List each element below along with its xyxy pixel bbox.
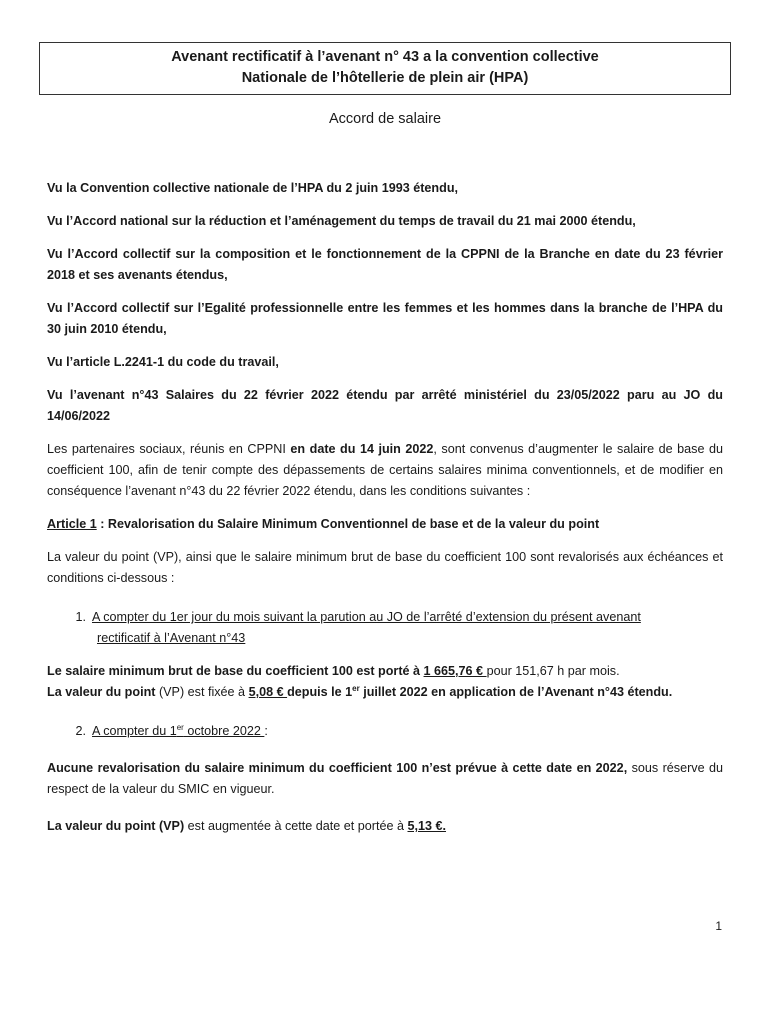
salary-rest: pour 151,67 h par mois. [486,664,620,678]
point-rest-2: est augmentée à cette date et portée à [184,819,408,833]
point-amount-2: 5,13 €. [407,819,447,833]
list-item-1 [47,607,723,649]
point-sup-1: er [352,683,360,693]
title-line-2: Nationale de l’hôtellerie de plein air (HPA) [241,70,529,86]
list-text-2-colon: : [264,724,268,738]
list-text-1-line1: A compter du 1er jour du mois suivant la parution au JO de l’arrêté d’extension du présent avenant [92,610,641,624]
list-text-1 [92,607,723,649]
list-item-2 [47,721,723,742]
point-rest-1: juillet 2022 en application de l’Avenant n°43 étendu. [359,685,673,699]
list-text-2-part1: A compter du 1 [92,724,177,738]
point-date-1: depuis le 1 [287,685,353,699]
article-1-intro: La valeur du point (VP), ainsi que le salaire minimum brut de base du coefficient 100 sont revalorisés aux échéances et conditions ci-dessous : [47,550,723,585]
subtitle: Accord de salaire [328,111,442,127]
point-vp-1: (VP) est fixée à [155,685,249,699]
intro-text-2: , sont convenus d’augmenter le salaire de base du coefficient 100, afin de tenir compte des dépassements de certains salaires minima conventionnels, et de modifier en conséquence l’avenant n°43 du 22 février 2022 étendu, dans les conditions suivantes : [47,442,723,498]
preamble-6: Vu l’avenant n°43 Salaires du 22 février 2022 étendu par arrêté ministériel du 23/05/2022 paru au JO du 14/06/2022 [47,388,723,423]
point-label-1: La valeur du point [47,685,156,699]
list-text-1-line2: rectificatif à l’Avenant n°43 [97,631,246,645]
point-amount-1: 5,08 € [248,685,288,699]
list-text-2-sup: er [176,722,184,732]
intro-text-1: Les partenaires sociaux, réunis en CPPNI [47,442,291,456]
salary-paragraph [47,661,723,682]
article-1-label: Article 1 [47,517,97,531]
article-1-heading [47,514,723,535]
list-text-2-underlined [92,724,264,738]
list-number-2: 2. [75,724,86,738]
preamble-2: Vu l’Accord national sur la réduction et l’aménagement du temps de travail du 21 mai 2000 étendu, [47,214,636,228]
list-text-2 [92,721,723,742]
document-body [47,178,723,849]
article-1-title: : Revalorisation du Salaire Minimum Conventionnel de base et de la valeur du point [96,517,600,531]
intro-paragraph [47,439,723,502]
salary-text: Le salaire minimum brut de base du coefficient 100 est porté à [47,664,424,678]
title-box [39,42,731,95]
list-text-2-part2: octobre 2022 [183,724,265,738]
preamble-4: Vu l’Accord collectif sur l’Egalité professionnelle entre les femmes et les hommes dans la branche de l’HPA du 30 juin 2010 étendu, [47,301,723,336]
no-revalorisation-paragraph [47,758,723,800]
point-paragraph-2 [47,816,723,837]
preamble-3: Vu l’Accord collectif sur la composition et le fonctionnement de la CPPNI de la Branche en date du 23 février 2018 et ses avenants étendus, [47,247,723,282]
salary-amount: 1 665,76 € [423,664,487,678]
no-revalorisation-bold: Aucune revalorisation du salaire minimum du coefficient 100 n’est prévue à cette date en 2022, [47,761,628,775]
preamble-5: Vu l’article L.2241-1 du code du travail, [47,355,279,369]
intro-date: en date du 14 juin 2022 [290,442,434,456]
list-number-1: 1. [75,610,86,624]
point-paragraph-1 [47,682,723,703]
title-line-1: Avenant rectificatif à l’avenant n° 43 a la convention collective [171,49,599,65]
page-number: 1 [715,919,722,933]
point-label-2: La valeur du point (VP) [47,819,185,833]
no-revalorisation-rest: sous réserve du respect de la valeur du SMIC en vigueur. [47,761,723,796]
preamble-1: Vu la Convention collective nationale de l’HPA du 2 juin 1993 étendu, [47,181,459,195]
